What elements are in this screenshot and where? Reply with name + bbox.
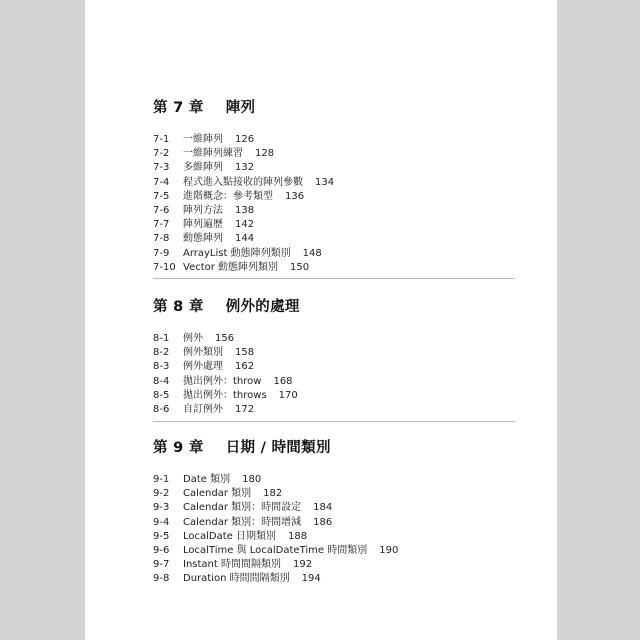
section-title: 拋出例外：throw (183, 375, 262, 387)
section-number: 9-8 (153, 573, 170, 585)
page-number: 184 (313, 502, 333, 514)
section-number: 7-8 (153, 233, 170, 245)
chapter-9 (153, 438, 503, 587)
section-list (153, 332, 503, 417)
section-number: 9-1 (153, 474, 170, 485)
chapter-divider (153, 421, 515, 422)
toc-entry (153, 544, 503, 558)
section-number: 7-4 (153, 176, 170, 188)
section-title: Instant 時間間隔類別 (183, 559, 281, 571)
toc-entry (153, 501, 503, 515)
page-number: 190 (379, 544, 399, 556)
toc-entry (153, 161, 503, 175)
toc-entry (153, 558, 503, 572)
section-title: Calendar 類別 (183, 488, 252, 500)
toc-entry (153, 473, 503, 487)
section-number: 8-1 (153, 333, 170, 344)
chapter-number: 第 7 章 (153, 100, 204, 116)
page-number: 182 (263, 488, 283, 500)
section-title: 動態陣列 (183, 233, 223, 245)
chapter-heading (153, 438, 503, 458)
section-title: 例外處理 (183, 361, 223, 373)
page-number: 194 (301, 573, 321, 585)
chapter-8 (153, 297, 503, 417)
toc-entry (153, 487, 503, 501)
section-number: 8-3 (153, 361, 170, 373)
section-title: 一維陣列 (183, 134, 223, 145)
book-page (85, 0, 557, 640)
chapter-heading (153, 297, 503, 317)
section-title: 進階概念：參考類型 (183, 190, 273, 202)
section-title: Vector 動態陣列類別 (183, 261, 279, 273)
chapter-divider (153, 278, 515, 279)
section-title: 程式進入點接收的陣列參數 (183, 176, 303, 188)
section-title: 例外 (183, 333, 203, 344)
section-number: 7-2 (153, 148, 170, 160)
section-number: 9-4 (153, 516, 170, 528)
section-title: 自訂例外 (183, 403, 223, 415)
section-title: 陣列遍歷 (183, 219, 223, 231)
section-number: 9-5 (153, 530, 170, 542)
page-number: 170 (278, 389, 298, 401)
section-title: LocalDate 日期類別 (183, 530, 276, 542)
chapter-title: 例外的處理 (225, 299, 300, 315)
section-number: 7-9 (153, 247, 170, 259)
page-number: 192 (292, 559, 313, 571)
toc-entry (153, 530, 503, 544)
toc-entry (153, 375, 503, 389)
section-number: 7-7 (153, 219, 170, 231)
page-number: 128 (255, 148, 275, 160)
section-number: 7-6 (153, 204, 170, 216)
section-number: 9-6 (153, 544, 170, 556)
page-number: 186 (313, 516, 333, 528)
section-number: 8-5 (153, 389, 170, 401)
section-list (153, 473, 503, 587)
page-number: 134 (315, 176, 335, 188)
page-number: 162 (235, 361, 255, 373)
section-title: ArrayList 動態陣列類別 (183, 247, 291, 259)
toc-entry (153, 204, 503, 218)
section-list (153, 133, 503, 275)
toc-entry (153, 572, 503, 586)
page-number: 150 (290, 261, 310, 273)
toc-entry (153, 232, 503, 246)
section-number: 9-7 (153, 559, 170, 571)
section-number: 7-5 (153, 190, 170, 202)
section-title: Date 類別 (183, 474, 231, 485)
section-number: 9-3 (153, 502, 170, 514)
section-title: 例外類別 (183, 347, 223, 359)
section-title: LocalTime 與 LocalDateTime 時間類別 (183, 544, 368, 556)
section-number: 8-2 (153, 347, 170, 359)
page-number: 144 (235, 233, 255, 245)
section-number: 8-4 (153, 375, 170, 387)
page-number: 148 (302, 247, 322, 259)
toc-entry (153, 360, 503, 374)
page-number: 138 (235, 204, 255, 216)
toc-entry (153, 389, 503, 403)
toc-entry (153, 346, 503, 360)
page-number: 188 (288, 530, 308, 542)
section-number: 9-2 (153, 488, 170, 500)
toc-entry (153, 261, 503, 275)
page-number: 126 (235, 134, 255, 145)
page-number: 158 (235, 347, 255, 359)
section-number: 7-3 (153, 162, 170, 174)
page-number: 168 (273, 375, 293, 387)
chapter-number: 第 8 章 (153, 299, 204, 315)
section-title: Calendar 類別：時間設定 (183, 502, 302, 514)
chapter-7 (153, 98, 503, 275)
section-number: 8-6 (153, 403, 170, 415)
page-number: 180 (242, 474, 262, 485)
section-title: 陣列方法 (183, 204, 223, 216)
toc-entry (153, 176, 503, 190)
section-title: 一維陣列練習 (183, 148, 243, 160)
page-number: 172 (235, 403, 255, 415)
chapter-number: 第 9 章 (153, 440, 204, 456)
chapter-title: 日期 / 時間類別 (225, 440, 331, 456)
page-number: 136 (285, 190, 305, 202)
chapter-title: 陣列 (225, 100, 256, 116)
section-title: Calendar 類別：時間增減 (183, 516, 302, 528)
toc-entry (153, 332, 503, 346)
toc-entry (153, 218, 503, 232)
section-title: 拋出例外：throws (183, 389, 267, 401)
chapter-heading (153, 98, 503, 118)
section-title: Duration 時間間隔類別 (183, 573, 290, 585)
section-number: 7-1 (153, 134, 170, 145)
page-number: 156 (215, 333, 235, 344)
section-title: 多維陣列 (183, 162, 223, 174)
toc-entry (153, 247, 503, 261)
section-number: 7-10 (153, 261, 176, 273)
toc-entry (153, 147, 503, 161)
page-number: 142 (235, 219, 255, 231)
toc-entry (153, 190, 503, 204)
page-number: 132 (235, 162, 255, 174)
toc-entry (153, 516, 503, 530)
toc-entry (153, 403, 503, 417)
toc-entry (153, 133, 503, 147)
